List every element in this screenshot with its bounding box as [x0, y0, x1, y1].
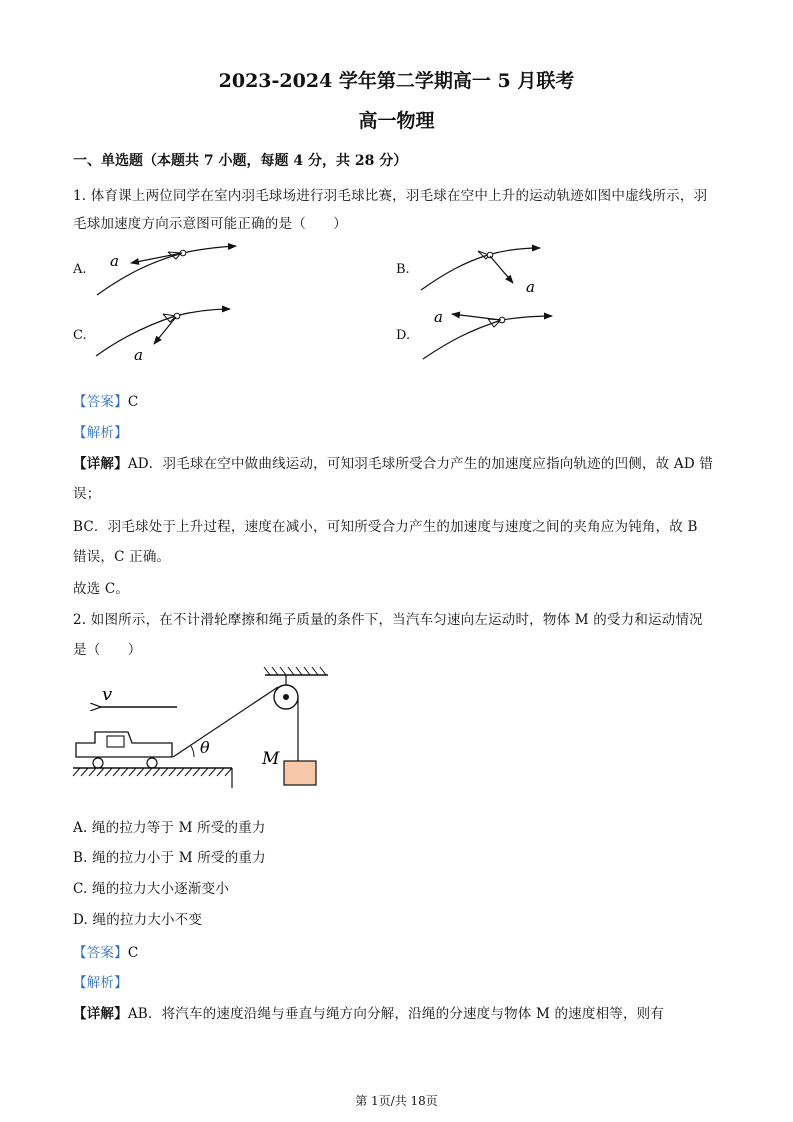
q2-option-b: B. 绳的拉力小于 M 所受的重力 [73, 850, 266, 866]
q2-option-c: C. 绳的拉力大小逐渐变小 [73, 881, 230, 897]
q2-answer: C [127, 945, 139, 961]
q1-detail-line3: BC．羽毛球处于上升过程，速度在减小，可知所受合力产生的加速度与速度之间的夹角应为钝角，故 B [73, 519, 698, 535]
q1-detail-text1: AD．羽毛球在空中做曲线运动，可知羽毛球所受合力产生的加速度应指向轨迹的凹侧，故 AD 错 [127, 456, 714, 472]
q2-answer-tag: 【答案】 [73, 945, 128, 961]
q1-figure-d [423, 308, 552, 359]
q1-answer-line [73, 390, 138, 410]
q1-stem-line2: 毛球加速度方向示意图可能正确的是（ ） [73, 216, 347, 232]
q2-ground [73, 768, 232, 788]
q1-detail-line2: 误； [73, 486, 101, 502]
page-footer: 第 1页/共 18页 [355, 1094, 438, 1108]
q1-answer-tag: 【答案】 [73, 394, 128, 410]
q2-option-a: A. 绳的拉力等于 M 所受的重力 [73, 820, 266, 836]
q2-stem-line2: 是（ ） [73, 642, 142, 658]
subject-title: 高一物理 [358, 110, 435, 132]
q1-figure-b [421, 248, 540, 296]
q2-detail-line1 [73, 1002, 664, 1022]
exam-title: 2023-2024 学年第二学期高一 5 月联考 [218, 70, 575, 92]
q1-b-accel-label: a [526, 278, 535, 296]
q1-c-accel-label: a [134, 346, 143, 364]
q2-answer-line [73, 941, 138, 961]
section-heading: 一、单选题（本题共 7 小题，每题 4 分，共 28 分） [73, 153, 408, 169]
q2-angle-arc [191, 746, 194, 757]
q2-block-m [284, 761, 316, 785]
q1-a-accel-label: a [110, 252, 119, 270]
q1-option-d-label: D. [396, 328, 411, 343]
q1-figure-a [97, 246, 236, 295]
q2-mass-label: M [262, 749, 280, 769]
q2-detail-text1: AB．将汽车的速度沿绳与垂直与绳方向分解，沿绳的分速度与物体 M 的速度相等，则有 [127, 1006, 665, 1022]
q1-figure-c [96, 309, 230, 364]
q2-analysis-tag: 【解析】 [73, 975, 128, 991]
q2-car [76, 732, 172, 768]
q1-detail-line1 [73, 452, 713, 472]
q2-rope-slanted [173, 687, 278, 757]
q2-velocity-label: v [102, 684, 113, 705]
q1-stem-line1: 1. 体育课上两位同学在室内羽毛球场进行羽毛球比赛，羽毛球在空中上升的运动轨迹如图中虚线所示，羽 [73, 188, 708, 204]
q2-option-d: D. 绳的拉力大小不变 [73, 912, 203, 928]
q2-theta-label: θ [200, 738, 210, 757]
q1-d-accel-label: a [434, 308, 443, 326]
q2-detail-tag: 【详解】 [73, 1006, 128, 1022]
q1-detail-tag: 【详解】 [73, 456, 128, 472]
q1-detail-line4: 错误，C 正确。 [73, 549, 171, 565]
q1-figures [0, 0, 793, 400]
q1-option-b-label: B. [396, 262, 410, 277]
q2-pulley [274, 685, 298, 709]
q1-option-c-label: C. [73, 328, 87, 343]
q1-analysis-tag: 【解析】 [73, 425, 128, 441]
q2-figure [60, 660, 350, 800]
q1-answer: C [127, 394, 139, 410]
q2-stem-line1: 2. 如图所示，在不计滑轮摩擦和绳子质量的条件下，当汽车匀速向左运动时，物体 M 的受力和运动情况 [73, 612, 703, 628]
q1-option-a-label: A. [73, 262, 87, 277]
q1-detail-line5: 故选 C。 [73, 581, 130, 597]
